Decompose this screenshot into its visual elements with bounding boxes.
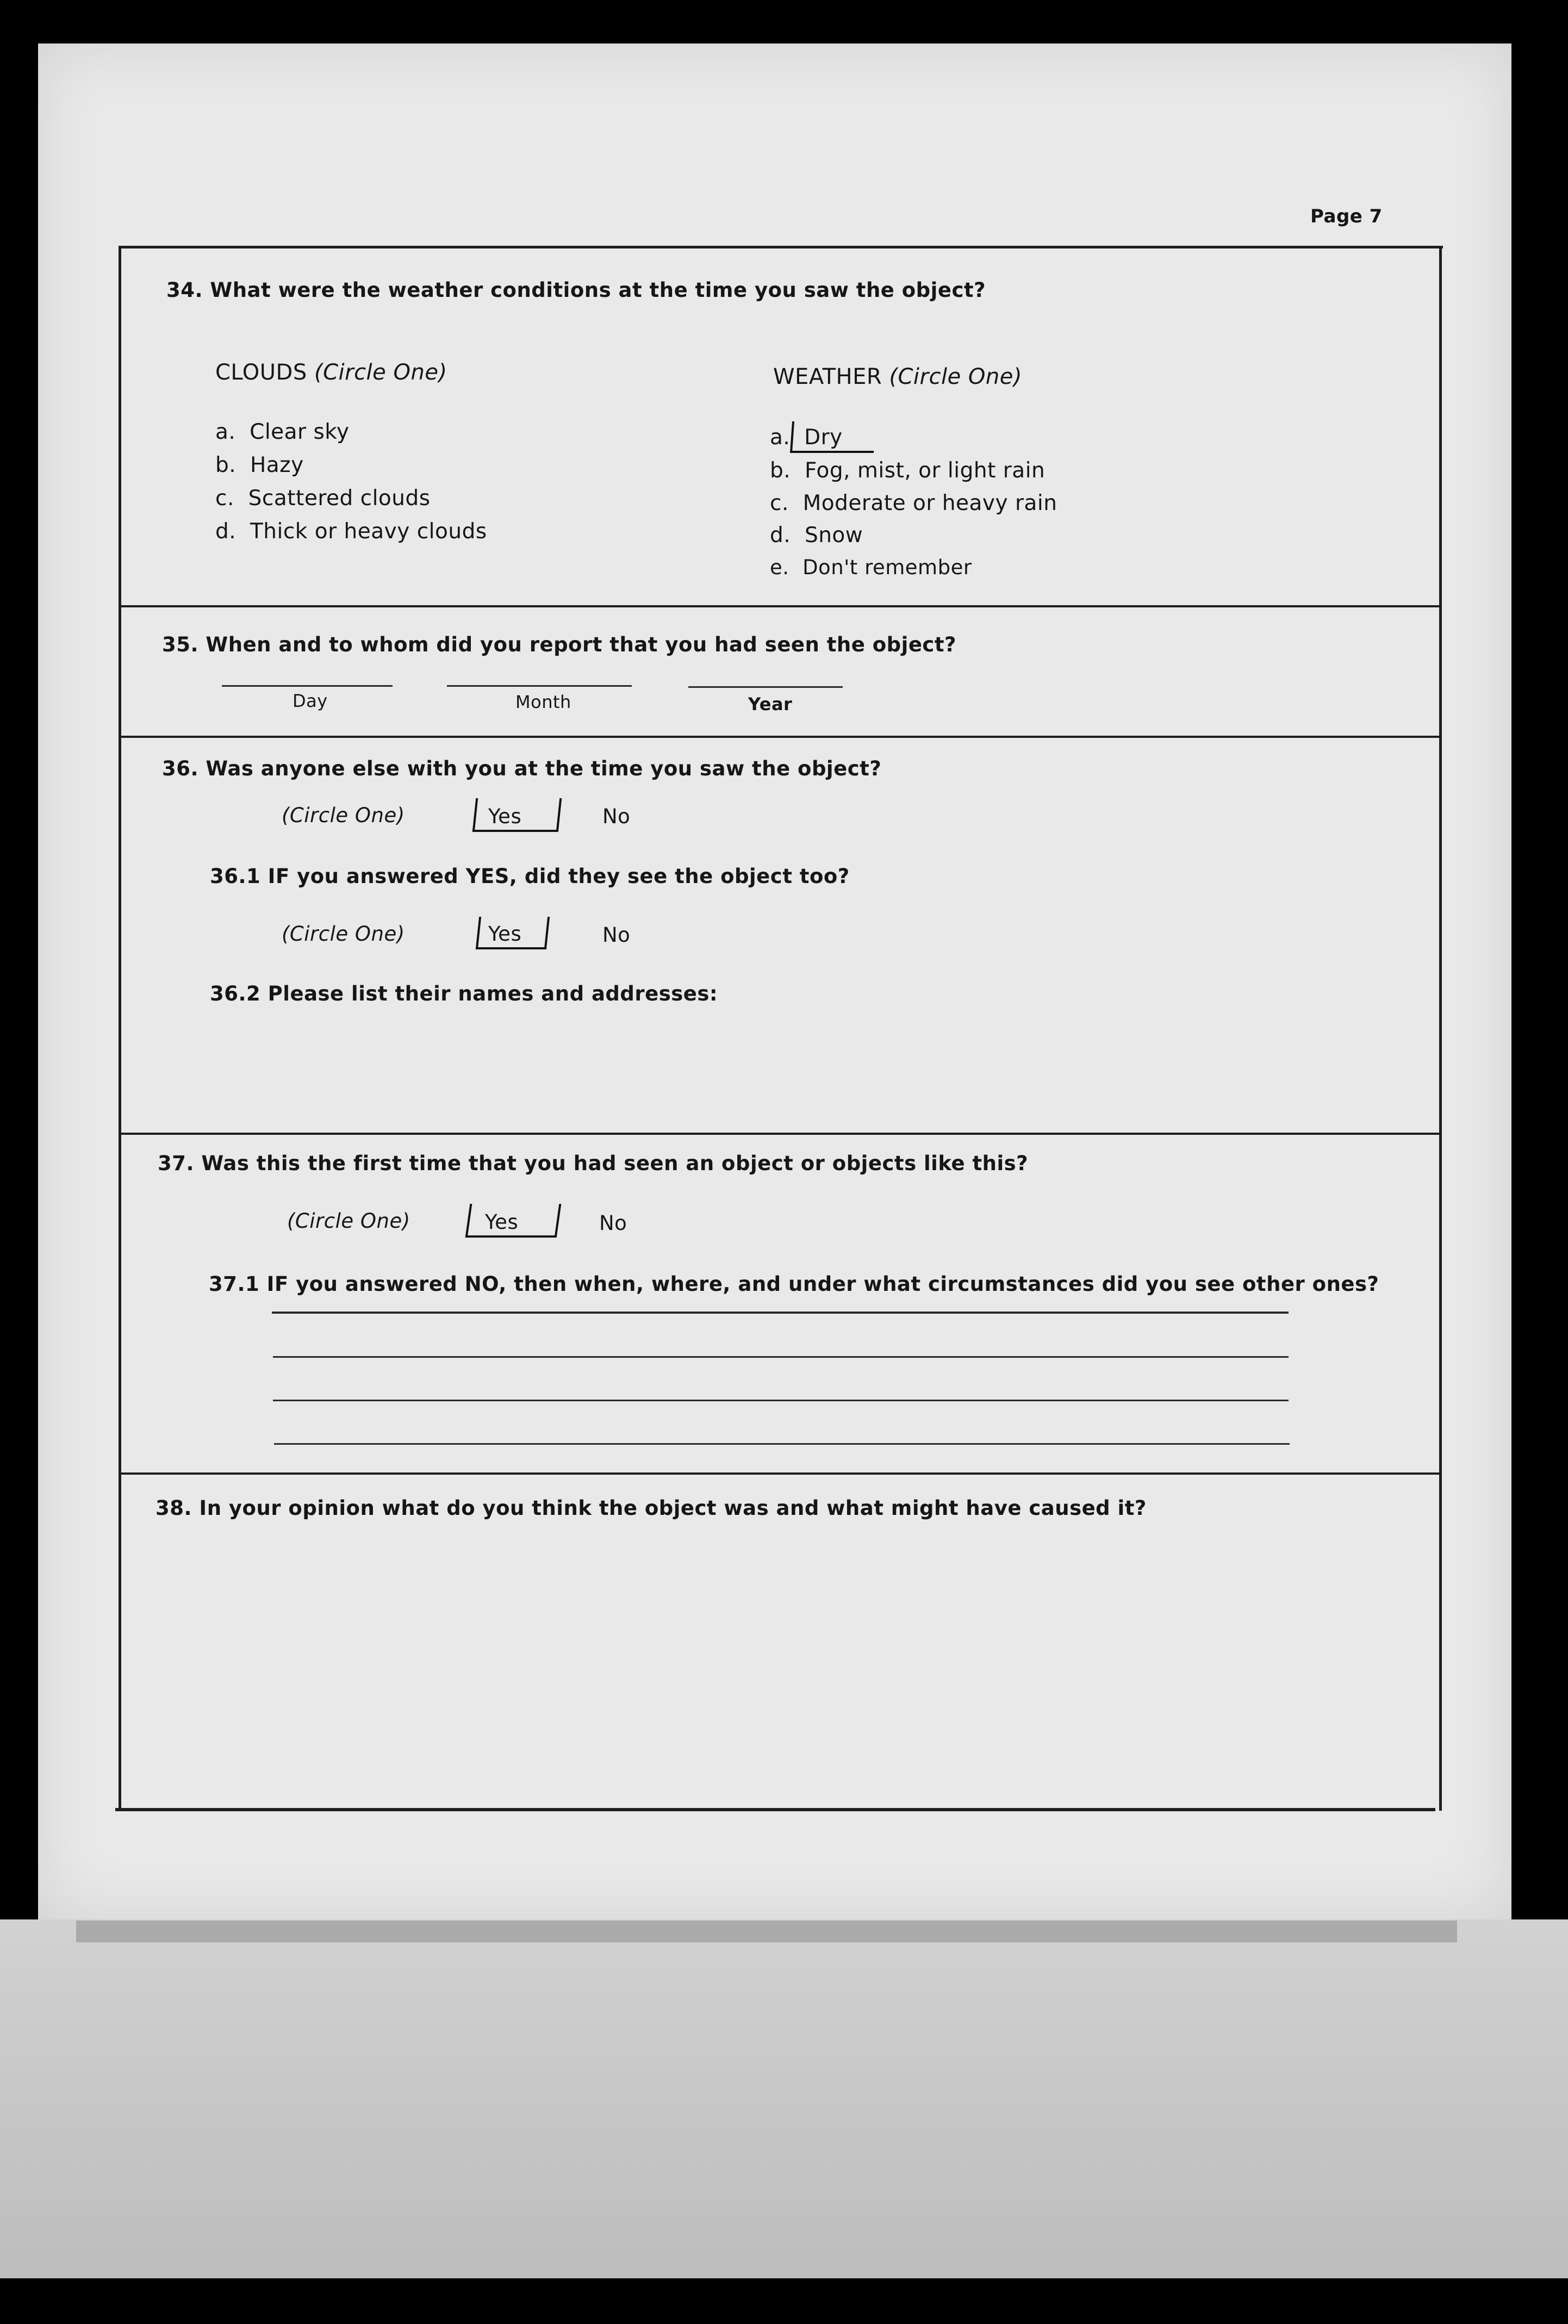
option-letter: c. [215,486,234,511]
option-letter: d. [770,523,791,548]
option-text: Snow [804,523,863,548]
option-text: Thick or heavy clouds [250,519,487,544]
month-label: Month [515,692,571,712]
q34-question: 34. What were the weather conditions at the time you saw the object? [166,278,986,302]
q37-question: 37. Was this the first time that you had seen an object or objects like this? [158,1152,1029,1175]
q36-1-yes: Yes [488,922,522,946]
option-letter: a. [770,425,791,450]
divider-34-35 [121,605,1440,607]
option-text: Scattered clouds [248,486,431,511]
year-line [688,686,843,688]
weather-heading [773,364,1022,389]
q36-1-no: No [602,923,631,947]
divider-35-36 [121,736,1440,738]
q37-no: No [599,1211,627,1235]
q36-question: 36. Was anyone else with you at the time you saw the object? [162,757,882,780]
weather-option-e [770,556,972,579]
q37-instruction: (Circle One) [287,1209,410,1233]
form-right-border [1439,246,1442,1811]
form-top-border [121,246,1443,248]
q38-question: 38. In your opinion what do you think the object was and what might have caused it? [155,1496,1147,1520]
q37-answer-line-2 [273,1356,1289,1358]
option-text: Don't remember [802,556,972,579]
clouds-heading [215,360,447,385]
q37-yes: Yes [485,1210,519,1234]
option-text: Hazy [250,453,304,477]
page-number: Page 7 [1310,206,1383,227]
weather-option-b [770,458,1045,483]
clouds-option-a [215,420,350,444]
q35-question: 35. When and to whom did you report that you had seen the object? [162,633,956,656]
option-letter: b. [770,458,791,483]
clouds-option-c [215,486,431,511]
q37-answer-line-4 [274,1443,1290,1445]
weather-instruction: (Circle One) [889,364,1022,389]
weather-option-d [770,523,863,548]
clouds-option-b [215,453,304,477]
day-line [222,685,393,687]
option-text: Moderate or heavy rain [802,491,1057,515]
option-text: Dry [804,425,843,450]
month-line [447,685,632,687]
form-bottom-border [115,1808,1435,1811]
q36-2-question: 36.2 Please list their names and addresses: [210,982,718,1005]
q37-answer-line-1 [272,1312,1289,1314]
page-edge-shadow [76,1921,1457,1942]
form-left-border [119,246,121,1811]
q36-1-instruction: (Circle One) [282,922,405,946]
day-label: Day [293,691,328,711]
option-letter: d. [215,519,237,544]
q37-answer-line-3 [273,1400,1289,1401]
clouds-heading-text: CLOUDS [215,360,307,385]
weather-heading-text: WEATHER [773,364,882,389]
option-letter: b. [215,453,237,477]
clouds-option-d [215,519,487,544]
clouds-instruction: (Circle One) [314,360,447,385]
document-page [38,44,1511,1919]
option-letter: c. [770,491,789,515]
divider-37-38 [119,1472,1440,1475]
q37-1-question: 37.1 IF you answered NO, then when, where, and under what circumstances did you see other ones? [209,1272,1379,1296]
weather-option-c [770,491,1057,515]
option-letter: a. [215,420,236,444]
option-text: Clear sky [250,420,350,444]
q36-instruction: (Circle One) [282,804,405,827]
weather-dry-check-mark [790,421,876,453]
q36-no: No [602,805,631,828]
year-label: Year [748,694,793,714]
option-letter: e. [770,556,789,579]
q36-1-question: 36.1 IF you answered YES, did they see the object too? [210,865,850,888]
film-background [0,1919,1568,2278]
q36-yes: Yes [488,805,522,828]
option-text: Fog, mist, or light rain [804,458,1046,483]
divider-36-37 [120,1133,1440,1135]
